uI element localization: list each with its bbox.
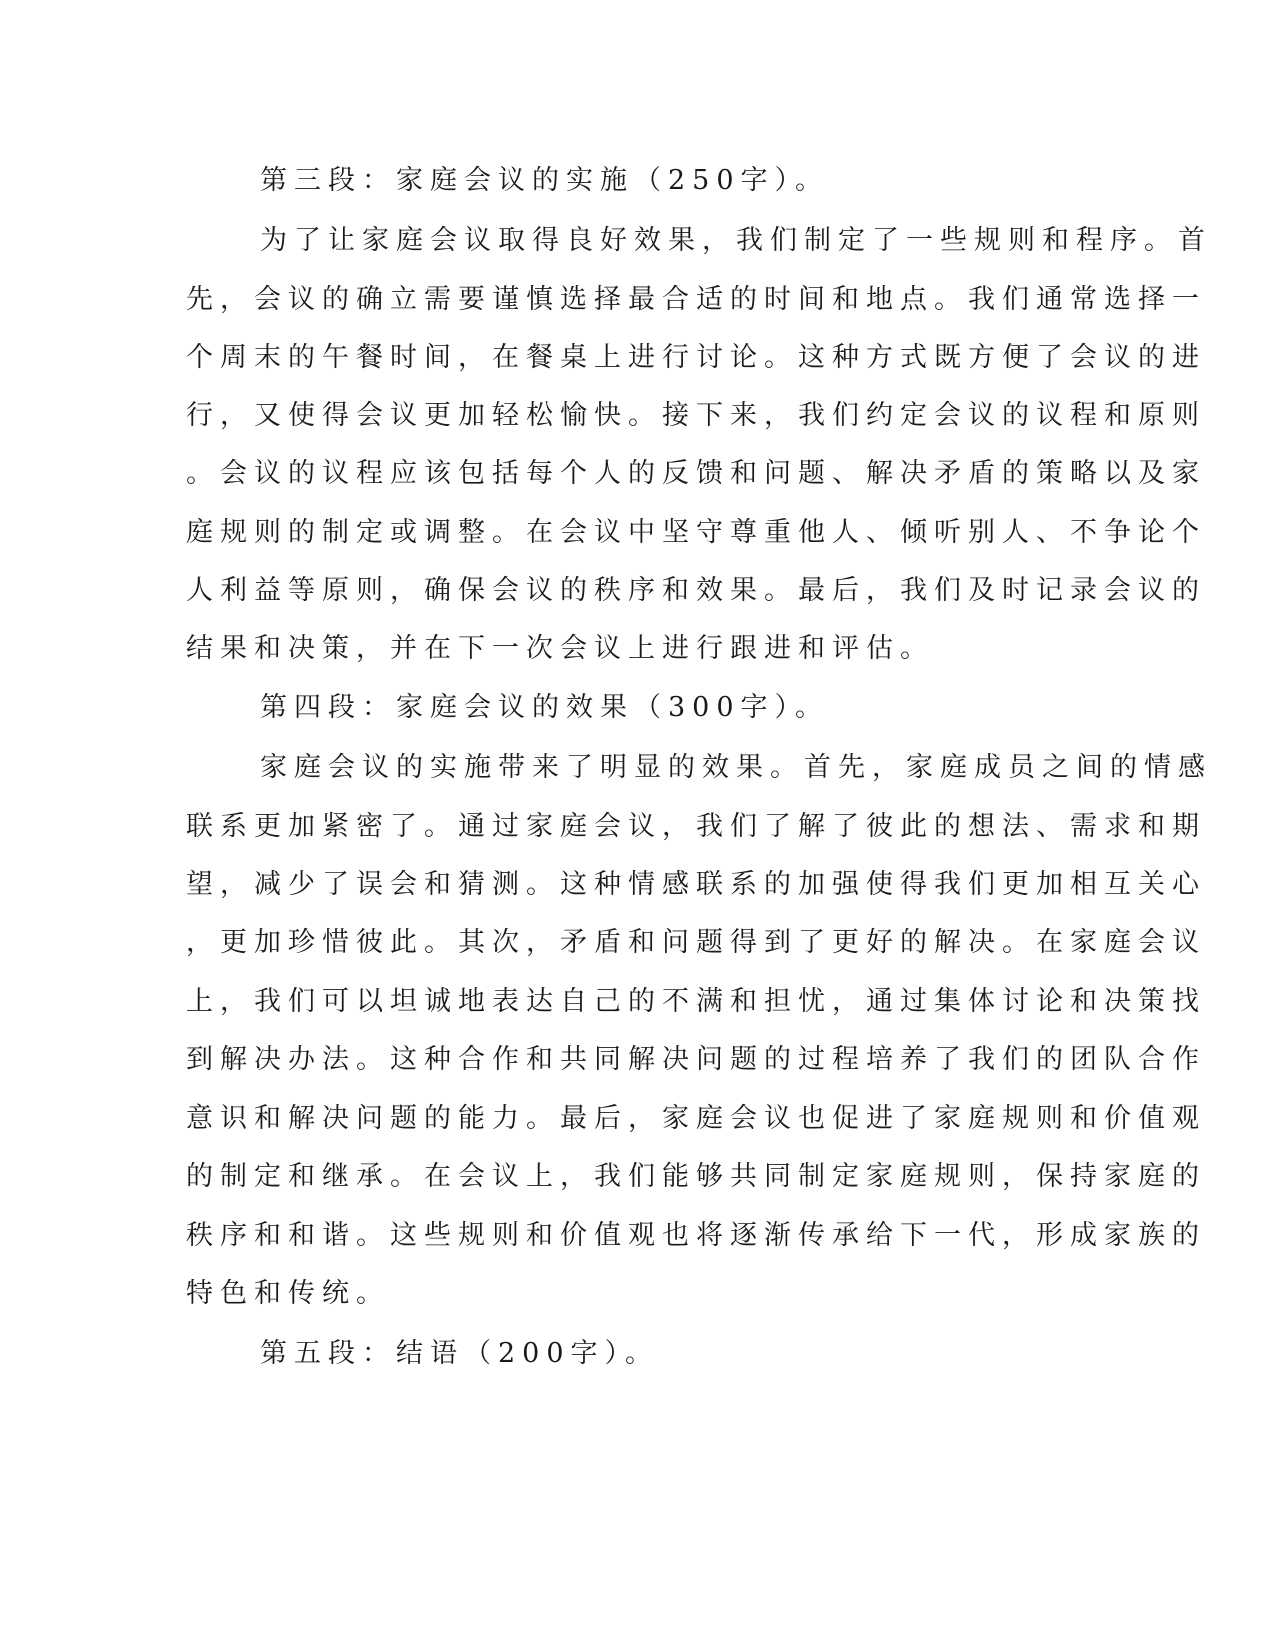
section-5-heading: 第五段：结语（200字）。 <box>260 1338 660 1369</box>
paragraph-line: 的制定和继承。在会议上，我们能够共同制定家庭规则，保持家庭的 <box>186 1161 1206 1192</box>
paragraph-line: 先，会议的确立需要谨慎选择最合适的时间和地点。我们通常选择一 <box>186 284 1206 315</box>
paragraph-line: 联系更加紧密了。通过家庭会议，我们了解了彼此的想法、需求和期 <box>186 811 1206 842</box>
paragraph-line: 行，又使得会议更加轻松愉快。接下来，我们约定会议的议程和原则 <box>186 400 1206 431</box>
paragraph-line: 到解决办法。这种合作和共同解决问题的过程培养了我们的团队合作 <box>186 1044 1206 1075</box>
paragraph-line: 。会议的议程应该包括每个人的反馈和问题、解决矛盾的策略以及家 <box>186 458 1206 489</box>
paragraph-line: 特色和传统。 <box>186 1278 390 1309</box>
paragraph-line: 结果和决策，并在下一次会议上进行跟进和评估。 <box>186 633 934 664</box>
paragraph-line: ，更加珍惜彼此。其次，矛盾和问题得到了更好的解决。在家庭会议 <box>186 927 1206 958</box>
section-3-heading: 第三段：家庭会议的实施（250字）。 <box>260 165 830 196</box>
paragraph-line: 庭规则的制定或调整。在会议中坚守尊重他人、倾听别人、不争论个 <box>186 517 1206 548</box>
paragraph-line: 为了让家庭会议取得良好效果，我们制定了一些规则和程序。首 <box>260 225 1212 256</box>
paragraph-line: 家庭会议的实施带来了明显的效果。首先，家庭成员之间的情感 <box>260 752 1212 783</box>
paragraph-line: 望，减少了误会和猜测。这种情感联系的加强使得我们更加相互关心 <box>186 869 1206 900</box>
paragraph-line: 秩序和和谐。这些规则和价值观也将逐渐传承给下一代，形成家族的 <box>186 1220 1206 1251</box>
paragraph-line: 意识和解决问题的能力。最后，家庭会议也促进了家庭规则和价值观 <box>186 1103 1206 1134</box>
paragraph-line: 人利益等原则，确保会议的秩序和效果。最后，我们及时记录会议的 <box>186 575 1206 606</box>
section-4-heading: 第四段：家庭会议的效果（300字）。 <box>260 692 830 723</box>
paragraph-line: 个周末的午餐时间，在餐桌上进行讨论。这种方式既方便了会议的进 <box>186 342 1206 373</box>
paragraph-line: 上，我们可以坦诚地表达自己的不满和担忧，通过集体讨论和决策找 <box>186 986 1206 1017</box>
